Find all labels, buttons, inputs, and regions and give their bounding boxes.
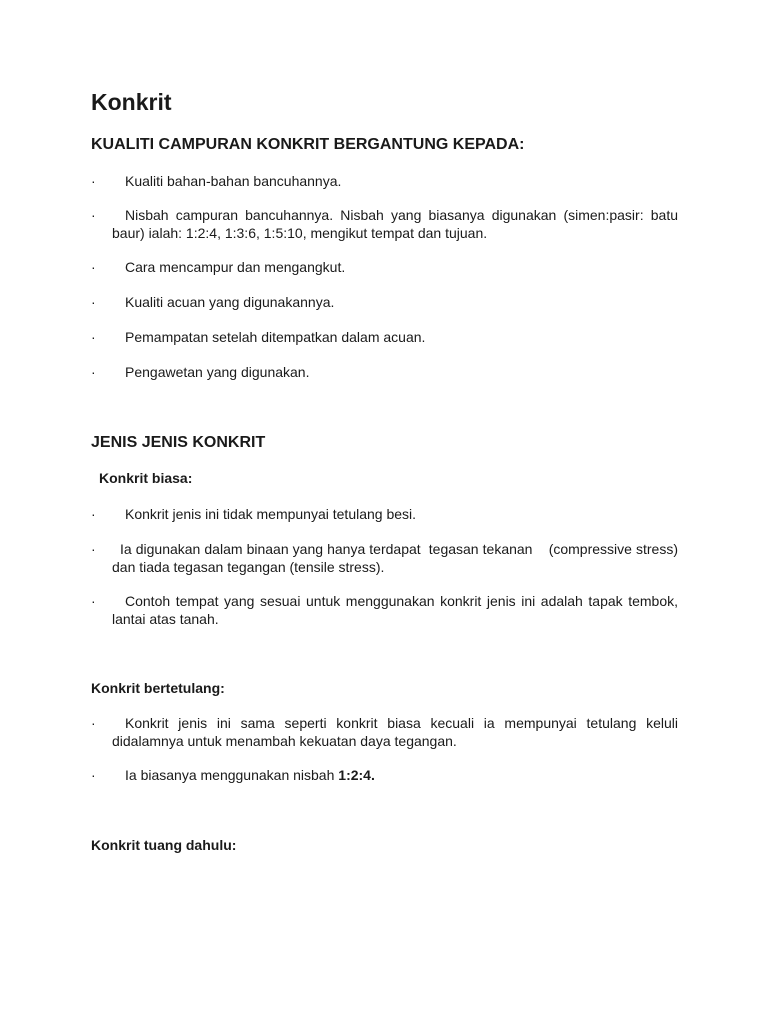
bullet-marker: ·	[91, 294, 96, 310]
list-item: Cara mencampur dan mengangkut.	[125, 259, 346, 275]
list-item: Ia digunakan dalam binaan yang hanya terdapat tegasan tekanan (compressive stress) dan tiada tegasan tegangan (tensile stress).	[112, 541, 682, 575]
bullet-marker: ·	[91, 259, 96, 275]
bullet-marker: ·	[91, 593, 96, 609]
bullet-marker: ·	[91, 207, 96, 223]
bullet-marker: ·	[91, 364, 96, 380]
section-heading-kualiti: KUALITI CAMPURAN KONKRIT BERGANTUNG KEPADA:	[91, 136, 525, 153]
bullet-marker: ·	[91, 329, 96, 345]
list-item: Pengawetan yang digunakan.	[125, 364, 310, 380]
list-item	[112, 766, 678, 784]
list-item: Konkrit jenis ini tidak mempunyai tetulang besi.	[125, 506, 417, 522]
bullet-marker: ·	[91, 767, 96, 783]
list-item-text: Ia biasanya menggunakan nisbah	[125, 767, 339, 783]
section-heading-jenis: JENIS JENIS KONKRIT	[91, 434, 266, 451]
list-item: Contoh tempat yang sesuai untuk menggunakan konkrit jenis ini adalah tapak tembok, lantai atas tanah.	[112, 593, 678, 627]
bullet-marker: ·	[91, 173, 96, 189]
bullet-marker: ·	[91, 506, 96, 522]
subheading-konkrit-biasa: Konkrit biasa:	[99, 470, 193, 486]
subheading-konkrit-tuang-dahulu: Konkrit tuang dahulu:	[91, 837, 237, 853]
list-item: Kualiti bahan-bahan bancuhannya.	[125, 173, 342, 189]
list-item: Kualiti acuan yang digunakannya.	[125, 294, 335, 310]
list-item: Pemampatan setelah ditempatkan dalam acuan.	[125, 329, 426, 345]
page-title: Konkrit	[91, 89, 172, 115]
subheading-konkrit-bertetulang: Konkrit bertetulang:	[91, 680, 225, 696]
bullet-marker: ·	[91, 541, 96, 557]
bullet-marker: ·	[91, 715, 96, 731]
list-item: Konkrit jenis ini sama seperti konkrit biasa kecuali ia mempunyai tetulang keluli didalamnya untuk menambah kekuatan daya tegangan.	[112, 715, 678, 749]
ratio-value: 1:2:4.	[338, 767, 375, 783]
list-item: Nisbah campuran bancuhannya. Nisbah yang biasanya digunakan (simen:pasir: batu baur) ialah: 1:2:4, 1:3:6, 1:5:10, mengikut tempat dan tujuan.	[112, 207, 678, 241]
